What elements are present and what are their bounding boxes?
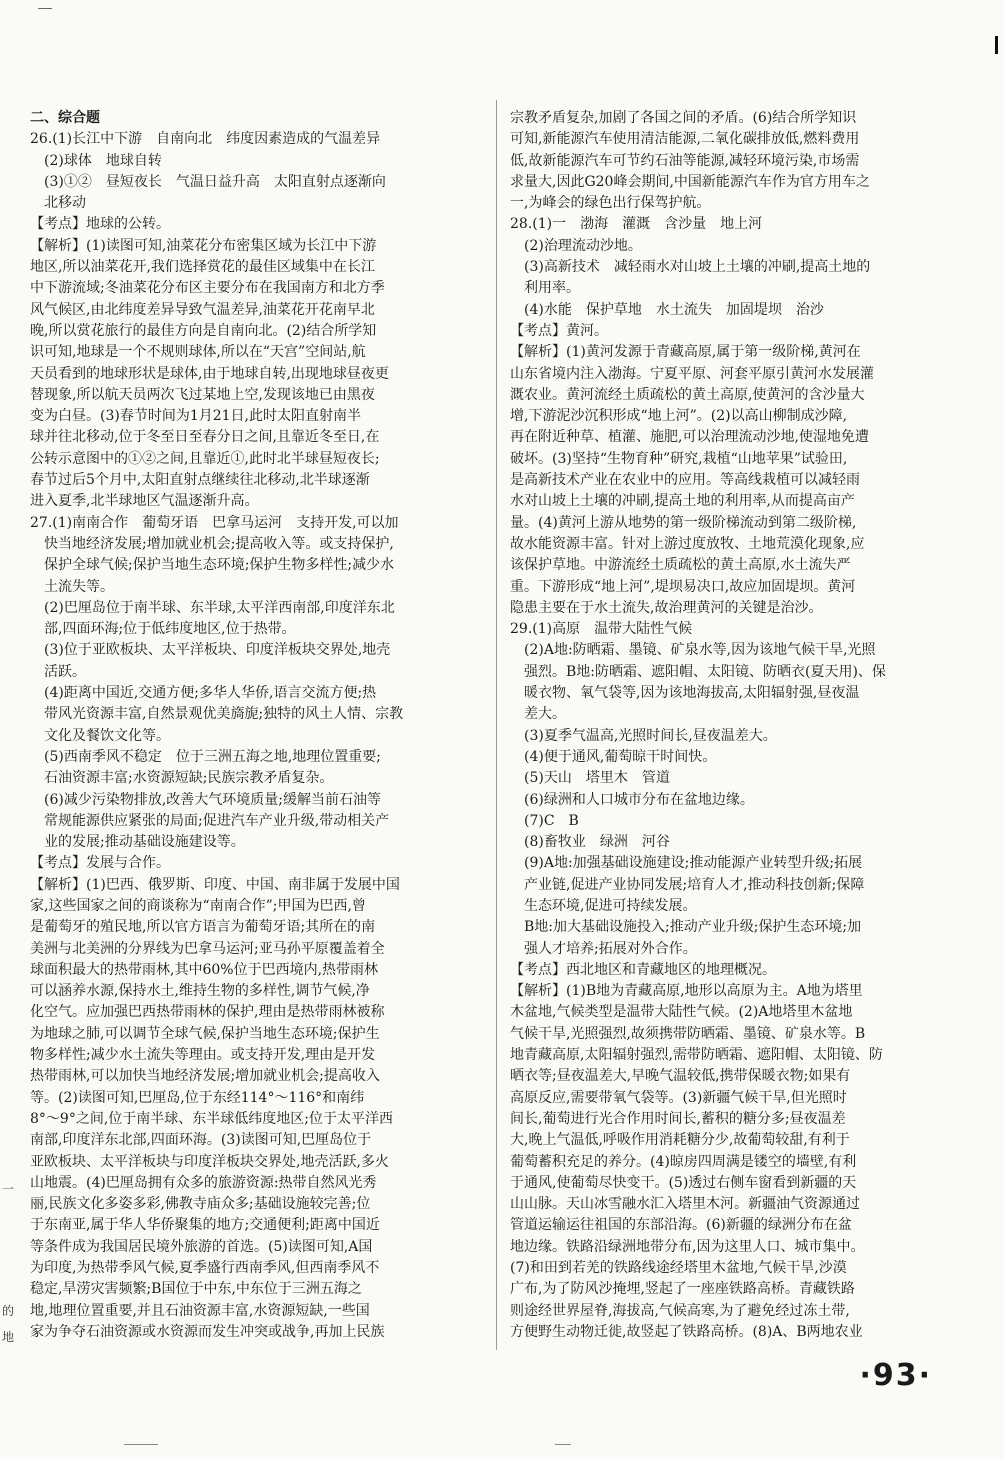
text-line: 27.(1)南南合作 葡萄牙语 巴拿马运河 支持开发,可以加 <box>30 514 399 531</box>
page-number: ·93· <box>859 1358 932 1393</box>
text-line: 【考点】发展与合作。 <box>30 855 170 872</box>
text-line: 差大。 <box>510 706 566 723</box>
text-line: 亚欧板块、太平洋板块与印度洋板块交界处,地壳活跃,多火 <box>30 1153 389 1170</box>
gutter-fragment: 的 <box>2 1304 15 1318</box>
text-line: 为印度,为热带季风气候,夏季盛行西南季风,但西南季风不 <box>30 1260 380 1277</box>
left-column <box>30 108 488 1343</box>
text-line: (6)绿洲和人口城市分布在盆地边缘。 <box>510 791 754 808</box>
text-line: 方便野生动物迁徙,故竖起了铁路高桥。(8)A、B两地农业 <box>510 1323 863 1340</box>
text-line: 强烈。B地:防晒霜、遮阳帽、太阳镜、防晒衣(夏天用)、保 <box>510 663 886 680</box>
text-line: 8°～9°之间,位于南半球、东半球低纬度地区;位于太平洋西 <box>30 1110 393 1127</box>
text-line: 地青藏高原,太阳辐射强烈,需带防晒霜、遮阳帽、太阳镜、防 <box>510 1047 883 1064</box>
text-line: 【考点】西北地区和青藏地区的地理概况。 <box>510 961 776 978</box>
text-line: 中下游流域;冬油菜花分布区主要分布在我国南方和北方季 <box>30 280 385 297</box>
text-line: (4)水能 保护草地 水土流失 加固堤坝 治沙 <box>510 301 824 318</box>
text-line: 球面积最大的热带雨林,其中60%位于巴西境内,热带雨林 <box>30 961 379 978</box>
text-line: (2)治理流动沙地。 <box>510 237 642 254</box>
text-line: 破坏。(3)坚持“生物育种”研究,栽植“山地苹果”试验田, <box>510 450 848 467</box>
right-column <box>510 108 928 1343</box>
text-line: (9)A地:加强基础设施建设;推动能源产业转型升级;拓展 <box>510 855 863 872</box>
text-line: 热带雨林,可以加快当地经济发展;增加就业机会;提高收入 <box>30 1068 380 1085</box>
text-line: 进入夏季,北半球地区气温逐渐升高。 <box>30 493 259 510</box>
text-line: 生态环境,促进可持续发展。 <box>510 897 697 914</box>
text-line: 28.(1)一 渤海 灌溉 含沙量 地上河 <box>510 216 763 233</box>
text-line: (3)夏季气温高,光照时间长,昼夜温差大。 <box>510 727 777 744</box>
text-line: (2)A地:防晒霜、墨镜、矿泉水等,因为该地气候干旱,光照 <box>510 642 876 659</box>
section-heading: 二、综合题 <box>30 110 100 126</box>
text-line: 家为争夺石油资源或水资源而发生冲突或战争,再加上民族 <box>30 1323 385 1340</box>
column-divider <box>496 100 497 1350</box>
text-line: B地:加大基础设施投入;推动产业升级;保护生态环境;加 <box>510 919 862 936</box>
text-line: 一,为峰会的绿色出行保驾护航。 <box>510 195 711 212</box>
text-line: 物多样性;减少水土流失等理由。或支持开发,理由是开发 <box>30 1047 376 1064</box>
text-line: 业的发展;推动基础设施建设等。 <box>30 834 245 851</box>
text-line: 等。(2)读图可知,巴厘岛,位于东经114°～116°和南纬 <box>30 1089 365 1106</box>
text-line: 溉农业。黄河流经土质疏松的黄土高原,使黄河的含沙量大 <box>510 386 865 403</box>
text-line: 山东省境内注入渤海。宁夏平原、河套平原引黄河水发展灌 <box>510 365 874 382</box>
text-line: 春节过后5个月中,太阳直射点继续往北移动,北半球逐渐 <box>30 472 370 489</box>
text-line: 强人才培养;拓展对外合作。 <box>510 940 697 957</box>
text-line: (5)天山 塔里木 管道 <box>510 770 670 787</box>
text-line: 土流失等。 <box>30 578 114 595</box>
text-line: 增,下游泥沙沉积形成“地上河”。(2)以高山柳制成沙障, <box>510 408 848 425</box>
text-line: (3)①② 昼短夜长 气温日益升高 太阳直射点逐渐向 <box>30 173 386 190</box>
text-line: 北移动 <box>30 195 86 212</box>
text-line: 化空气。应加强巴西热带雨林的保护,理由是热带雨林被称 <box>30 1004 385 1021</box>
text-line: 于东南亚,属于华人华侨聚集的地方;交通便利;距离中国近 <box>30 1217 380 1234</box>
text-line: 可知,新能源汽车使用清洁能源,二氧化碳排放低,燃料费用 <box>510 131 860 148</box>
text-line: 风气候区,由北纬度差异导致气温差异,油菜花开花南早北 <box>30 301 375 318</box>
left-gutter <box>0 0 14 1459</box>
text-line: 文化及餐饮文化等。 <box>30 727 170 744</box>
text-line: 【考点】地球的公转。 <box>30 216 170 233</box>
text-line: 可以涵养水源,保持水土,维持生物的多样性,调节气候,净 <box>30 983 370 1000</box>
text-line: 晚,所以赏花旅行的最佳方向是自南向北。(2)结合所学知 <box>30 322 377 339</box>
text-line: 间长,葡萄进行光合作用时间长,蓄积的糖分多;昼夜温差 <box>510 1110 846 1127</box>
text-line: 量。(4)黄河上游从地势的第一级阶梯流动到第二级阶梯, <box>510 514 857 531</box>
text-line: 是高新技术产业在农业中的应用。等高线栽植可以减轻雨 <box>510 472 860 489</box>
text-line: 【解析】(1)黄河发源于青藏高原,属于第一级阶梯,黄河在 <box>510 344 861 361</box>
text-line: (4)距离中国近,交通方便;多华人华侨,语言交流方便;热 <box>30 685 377 702</box>
text-line: 家,这些国家之间的商谈称为“南南合作”;甲国为巴西,曾 <box>30 897 366 914</box>
text-line: 26.(1)长江中下游 自南向北 纬度因素造成的气温差异 <box>30 131 381 148</box>
text-line: 晒衣等;昼夜温差大,早晚气温较低,携带保暖衣物;如果有 <box>510 1068 851 1085</box>
text-line: 宗教矛盾复杂,加剧了各国之间的矛盾。(6)结合所学知识 <box>510 110 857 126</box>
bottom-rule <box>555 1444 571 1445</box>
text-line: 故水能资源丰富。针对上游过度放牧、土地荒漠化现象,应 <box>510 535 865 552</box>
text-line: 求量大,因此G20峰会期间,中国新能源汽车作为官方用车之 <box>510 173 870 190</box>
text-line: (5)西南季风不稳定 位于三洲五海之地,地理位置重要; <box>30 748 381 765</box>
text-line: 大,晚上气温低,呼吸作用消耗糖分少,故葡萄较甜,有利于 <box>510 1132 850 1149</box>
text-line: 水对山坡上土壤的冲刷,提高土地的利用率,从而提高亩产 <box>510 493 855 510</box>
text-line: 地区,所以油菜花开,我们选择赏花的最佳区域集中在长江 <box>30 259 375 276</box>
text-line: 保护全球气候;保护当地生态环境;保护生物多样性;减少水 <box>30 557 395 574</box>
text-line: 低,故新能源汽车可节约石油等能源,减轻环境污染,市场需 <box>510 152 860 169</box>
text-line: (7)C B <box>510 812 579 829</box>
top-rule <box>38 8 52 9</box>
text-line: 再在附近种草、植灌、施肥,可以治理流动沙地,使湿地免遭 <box>510 429 869 446</box>
text-line: 山山脉。天山冰雪融水汇入塔里木河。新疆油气资源通过 <box>510 1196 860 1213</box>
text-line: (7)和田到若羌的铁路线途经塔里木盆地,气候干旱,沙漠 <box>510 1260 847 1277</box>
text-line: 常规能源供应紧张的局面;促进汽车产业升级,带动相关产 <box>30 812 390 829</box>
text-line: (8)畜牧业 绿洲 河谷 <box>510 834 670 851</box>
text-line: 利用率。 <box>510 280 580 297</box>
text-line: 29.(1)高原 温带大陆性气候 <box>510 621 693 638</box>
text-line: 木盆地,气候类型是温带大陆性气候。(2)A地塔里木盆地 <box>510 1004 853 1021</box>
text-line: 南部,印度洋东北部,四面环海。(3)读图可知,巴厘岛位于 <box>30 1132 372 1149</box>
text-line: 稳定,旱涝灾害频繁;B国位于中东,中东位于三洲五海之 <box>30 1281 362 1298</box>
text-line: 【解析】(1)B地为青藏高原,地形以高原为主。A地为塔里 <box>510 983 863 1000</box>
text-line: 快当地经济发展;增加就业机会;提高收入等。或支持保护, <box>30 535 394 552</box>
text-line: (4)便于通风,葡萄晾干时间快。 <box>510 748 717 765</box>
text-line: 【解析】(1)读图可知,油菜花分布密集区域为长江中下游 <box>30 237 377 254</box>
text-line: 【解析】(1)巴西、俄罗斯、印度、中国、南非属于发展中国 <box>30 876 400 893</box>
bottom-rule <box>124 1444 158 1445</box>
text-line: 天员看到的地球形状是球体,由于地球自转,出现地球昼夜更 <box>30 365 389 382</box>
text-line: (3)高新技术 减轻雨水对山坡上土壤的冲刷,提高土地的 <box>510 259 871 276</box>
text-line: 【考点】黄河。 <box>510 322 608 339</box>
text-line: 葡萄蓄积充足的养分。(4)晾房四周满是镂空的墙壁,有利 <box>510 1153 857 1170</box>
gutter-fragment: 一 <box>2 1182 15 1196</box>
text-line: 变为白昼。(3)春节时间为1月21日,此时太阳直射南半 <box>30 408 362 425</box>
text-line: (3)位于亚欧板块、太平洋板块、印度洋板块交界处,地壳 <box>30 642 391 659</box>
text-line: 丽,民族文化多姿多彩,佛教寺庙众多;基础设施较完善;位 <box>30 1196 371 1213</box>
text-line: 部,四面环海;位于低纬度地区,位于热带。 <box>30 621 296 638</box>
text-line: 隐患主要在于水土流失,故治理黄河的关键是治沙。 <box>510 599 823 616</box>
text-line: 替现象,所以航天员两次飞过某地上空,发现该地已由黑夜 <box>30 386 375 403</box>
text-line: 石油资源丰富;水资源短缺;民族宗教矛盾复杂。 <box>30 770 334 787</box>
text-line: 产业链,促进产业协同发展;培育人才,推动科技创新;保障 <box>510 876 865 893</box>
text-line: (6)减少污染物排放,改善大气环境质量;缓解当前石油等 <box>30 791 381 808</box>
text-line: 高原反应,需要带氧气袋等。(3)新疆气候干旱,但光照时 <box>510 1089 847 1106</box>
text-line: 带风光资源丰富,自然景观优美旖旎;独特的风土人情、宗教 <box>30 706 404 723</box>
text-line: (2)球体 地球自转 <box>30 152 162 169</box>
text-line: 为地球之肺,可以调节全球气候,保护当地生态环境;保护生 <box>30 1025 380 1042</box>
text-line: 美洲与北美洲的分界线为巴拿马运河;亚马孙平原覆盖着全 <box>30 940 385 957</box>
text-line: 公转示意图中的①②之间,且靠近①,此时北半球昼短夜长; <box>30 450 380 467</box>
text-line: 该保护草地。中游流经土质疏松的黄土高原,水土流失严 <box>510 557 851 574</box>
text-line: 暖衣物、氧气袋等,因为该地海拔高,太阳辐射强,昼夜温 <box>510 685 860 702</box>
text-line: 是葡萄牙的殖民地,所以官方语言为葡萄牙语;其所在的南 <box>30 919 376 936</box>
gutter-fragment: 地 <box>2 1330 15 1344</box>
text-line: (2)巴厘岛位于南半球、东半球,太平洋西南部,印度洋东北 <box>30 599 395 616</box>
text-line: 气候干旱,光照强烈,故须携带防晒霜、墨镜、矿泉水等。B <box>510 1025 866 1042</box>
text-line: 管道运输运往祖国的东部沿海。(6)新疆的绿洲分布在盆 <box>510 1217 852 1234</box>
text-line: 识可知,地球是一个不规则球体,所以在“天宫”空间站,航 <box>30 344 366 361</box>
text-line: 等条件成为我国居民境外旅游的首选。(5)读图可知,A国 <box>30 1238 373 1255</box>
text-line: 地,地理位置重要,并且石油资源丰富,水资源短缺,一些国 <box>30 1302 370 1319</box>
text-line: 山地震。(4)巴厘岛拥有众多的旅游资源:热带自然风光秀 <box>30 1174 377 1191</box>
text-line: 重。下游形成“地上河”,堤坝易决口,故应加固堤坝。黄河 <box>510 578 856 595</box>
text-line: 广布,为了防风沙掩埋,竖起了一座座铁路高桥。青藏铁路 <box>510 1281 855 1298</box>
text-line: 球并往北移动,位于冬至日至春分日之间,且靠近冬至日,在 <box>30 429 380 446</box>
text-line: 于通风,使葡萄尽快变干。(5)透过右侧车窗看到新疆的天 <box>510 1174 857 1191</box>
text-line: 活跃。 <box>30 663 86 680</box>
text-line: 地边缘。铁路沿绿洲地带分布,因为这里人口、城市集中。 <box>510 1238 865 1255</box>
corner-mark <box>995 36 998 54</box>
text-line: 则途经世界屋脊,海拔高,气候高寒,为了避免经过冻土带, <box>510 1302 850 1319</box>
